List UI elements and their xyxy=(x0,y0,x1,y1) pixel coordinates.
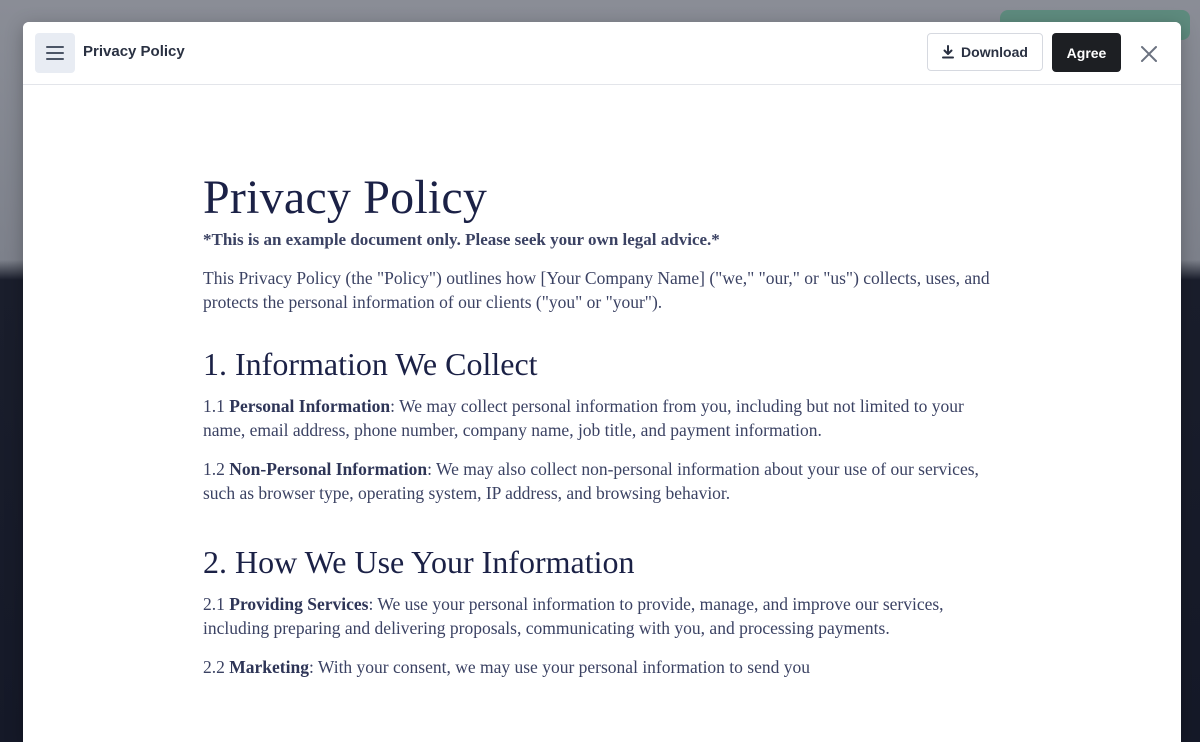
item-number: 2.2 xyxy=(203,657,225,677)
section-item xyxy=(203,656,1003,680)
menu-icon xyxy=(46,46,64,60)
policy-document xyxy=(203,116,1003,680)
section-item xyxy=(203,458,1003,505)
item-term: Providing Services xyxy=(229,594,369,614)
item-term: Non-Personal Information xyxy=(229,459,428,479)
section-heading: 2. How We Use Your Information xyxy=(203,544,635,580)
download-icon xyxy=(942,45,954,59)
section-item xyxy=(203,395,1003,442)
item-text: : We may collect personal information from you, including but not limited to your name, email address, phone number, company name, job title, and payment information. xyxy=(203,396,964,440)
item-text: : With your consent, we may use your personal information to send you xyxy=(308,657,811,677)
item-text: : We may also collect non-personal information about your use of our services, such as browser type, operating system, IP address, and browsing behavior. xyxy=(203,459,979,503)
intro-paragraph: This Privacy Policy (the "Policy") outlines how [Your Company Name] ("we," "our," or "us") collects, uses, and protects the personal information of our clients ("you" or "your"). xyxy=(203,268,990,312)
download-button[interactable] xyxy=(927,33,1043,71)
menu-button[interactable] xyxy=(35,33,75,73)
disclaimer: *This is an example document only. Please seek your own legal advice.* xyxy=(203,230,720,249)
section-heading: 1. Information We Collect xyxy=(203,346,538,382)
item-text: : We use your personal information to provide, manage, and improve our services, including preparing and delivering proposals, communicating with you, and processing payments. xyxy=(203,594,944,638)
item-number: 1.2 xyxy=(203,459,225,479)
privacy-policy-modal xyxy=(23,22,1181,742)
close-icon xyxy=(1136,41,1162,67)
close-button[interactable] xyxy=(1136,41,1162,67)
item-number: 2.1 xyxy=(203,594,225,614)
agree-button[interactable]: Agree xyxy=(1052,33,1121,72)
document-title: Privacy Policy xyxy=(203,171,488,224)
section-item xyxy=(203,593,1003,640)
modal-header xyxy=(23,22,1181,85)
item-term: Marketing xyxy=(229,657,309,677)
modal-title: Privacy Policy xyxy=(83,43,185,60)
item-number: 1.1 xyxy=(203,396,225,416)
item-term: Personal Information xyxy=(229,396,391,416)
download-label: Download xyxy=(961,44,1028,60)
